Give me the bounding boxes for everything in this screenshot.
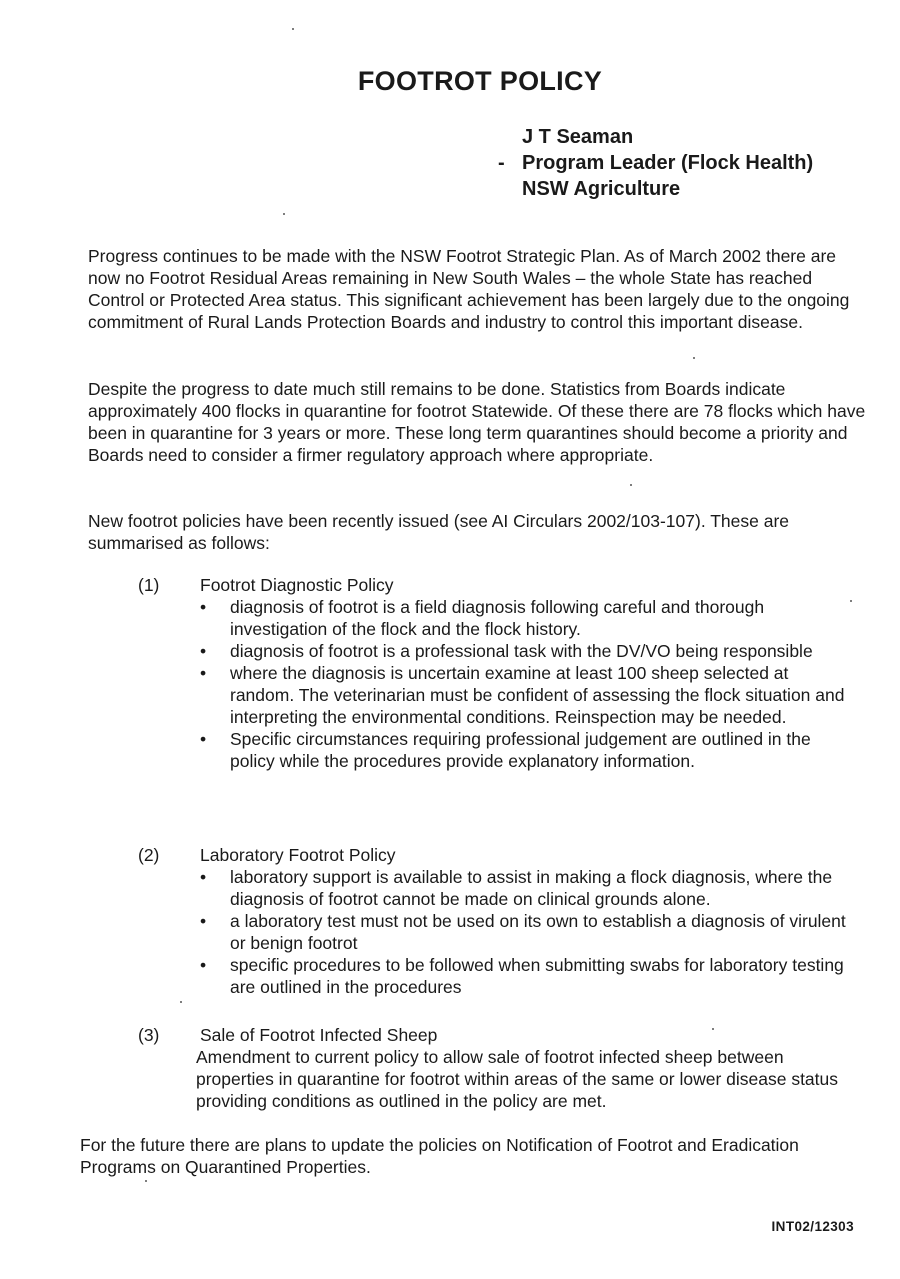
scan-speck — [712, 1028, 714, 1030]
policy-body: Amendment to current policy to allow sale of footrot infected sheep between properties in quarantine for footrot within areas of the same or lower disease status providing conditions as outlined in the policy are met. — [196, 1047, 839, 1111]
scan-speck — [850, 600, 852, 602]
author-organisation: NSW Agriculture — [522, 178, 681, 200]
author-name: J T Seaman — [522, 126, 634, 148]
scan-speck — [292, 28, 294, 30]
policy-bullet: • diagnosis of footrot is a field diagnosis following careful and thorough investigation of the flock and the flock history. — [200, 596, 850, 640]
policy-heading: Laboratory Footrot Policy — [200, 845, 396, 865]
scan-speck — [145, 1180, 147, 1182]
document-title: FOOTROT POLICY — [357, 66, 603, 96]
author-position: Program Leader (Flock Health) — [522, 152, 814, 174]
policy-bullet: • Specific circumstances requiring professional judgement are outlined in the policy while the procedures provide explanatory information. — [200, 728, 850, 772]
policy-heading: Footrot Diagnostic Policy — [200, 575, 394, 595]
policy-bullet-list — [200, 596, 850, 772]
policy-bullet-list — [200, 866, 850, 998]
paragraph-statistics: Despite the progress to date much still remains to be done. Statistics from Boards indicate approximately 400 flocks in quarantine for footrot Statewide. Of these there are 78 flocks which have been in quarantine for 3 years or more. These long term quarantines should become a priority and Boards need to consider a firmer regulatory approach where appropriate. — [88, 379, 866, 465]
author-block — [498, 124, 814, 202]
reference-number: INT02/12303 — [771, 1219, 854, 1234]
scan-speck — [283, 213, 285, 215]
policy-number: (1) — [138, 575, 160, 595]
policy-bullet: • diagnosis of footrot is a professional task with the DV/VO being responsible — [200, 640, 850, 662]
policy-bullet: • laboratory support is available to assist in making a flock diagnosis, where the diagnosis of footrot cannot be made on clinical grounds alone. — [200, 866, 850, 910]
scan-speck — [693, 357, 695, 359]
policy-bullet: • where the diagnosis is uncertain examine at least 100 sheep selected at random. The veterinarian must be confident of assessing the flock situation and interpreting the environmental conditions. Reinspection may be needed. — [200, 662, 850, 728]
policy-bullet: • a laboratory test must not be used on its own to establish a diagnosis of virulent or benign footrot — [200, 910, 850, 954]
policy-bullet: • specific procedures to be followed when submitting swabs for laboratory testing are outlined in the procedures — [200, 954, 850, 998]
paragraph-progress: Progress continues to be made with the NSW Footrot Strategic Plan. As of March 2002 there are now no Footrot Residual Areas remaining in New South Wales – the whole State has reached Control or Protected Area status. This significant achievement has been largely due to the ongoing commitment of Rural Lands Protection Boards and industry to control this important disease. — [88, 246, 850, 332]
policy-number: (3) — [138, 1025, 160, 1045]
policy-heading: Sale of Footrot Infected Sheep — [200, 1025, 438, 1045]
paragraph-new-policies: New footrot policies have been recently issued (see AI Circulars 2002/103-107). These are summarised as follows: — [88, 511, 790, 553]
scan-speck — [630, 484, 632, 486]
scan-speck — [180, 1001, 182, 1003]
policy-number: (2) — [138, 845, 160, 865]
paragraph-future: For the future there are plans to update the policies on Notification of Footrot and Eradication Programs on Quarantined Properties. — [80, 1135, 799, 1177]
author-dash: - — [498, 152, 505, 174]
